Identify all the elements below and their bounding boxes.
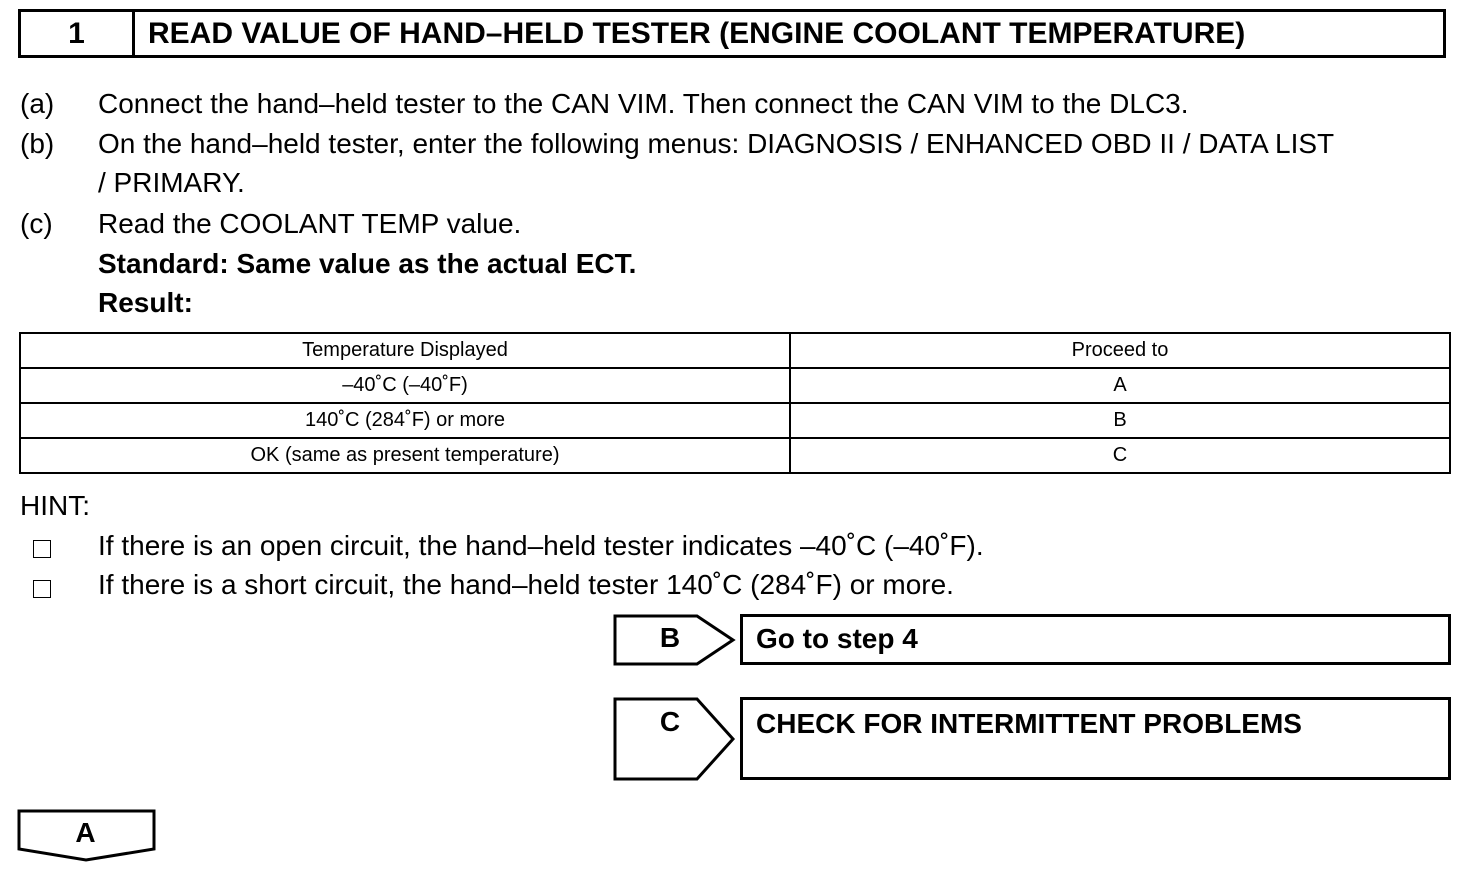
table-cell: –40˚C (–40˚F) (20, 368, 790, 403)
step-a-label: (a) (20, 88, 55, 119)
table-header-row (20, 333, 1450, 368)
step-title: READ VALUE OF HAND–HELD TESTER (ENGINE COOLANT TEMPERATURE) (148, 16, 1246, 50)
outcome-b-code: B (659, 622, 681, 653)
table-cell: OK (same as present temperature) (20, 438, 790, 473)
step-b-continuation: / PRIMARY. (98, 167, 245, 198)
standard-text: Standard: Same value as the actual ECT. (98, 248, 637, 279)
outcome-c-code: C (659, 706, 681, 737)
table-cell: C (790, 438, 1450, 473)
step-header (18, 9, 1446, 58)
checkbox-bullet-icon (33, 540, 51, 558)
hint-item: If there is a short circuit, the hand–held tester 140˚C (284˚F) or more. (98, 569, 954, 600)
table-cell: B (790, 403, 1450, 438)
table-cell: 140˚C (284˚F) or more (20, 403, 790, 438)
table-row (20, 368, 1450, 403)
hint-item: If there is an open circuit, the hand–held tester indicates –40˚C (–40˚F). (98, 530, 984, 561)
table-cell: A (790, 368, 1450, 403)
outcome-a-code: A (75, 817, 96, 848)
result-label: Result: (98, 287, 193, 318)
checkbox-bullet-icon (33, 580, 51, 598)
table-header-cell: Proceed to (790, 333, 1450, 368)
step-b-text: On the hand–held tester, enter the following menus: DIAGNOSIS / ENHANCED OBD II / DATA LIST (98, 128, 1335, 159)
step-number: 1 (21, 12, 135, 55)
step-a-text: Connect the hand–held tester to the CAN VIM. Then connect the CAN VIM to the DLC3. (98, 88, 1189, 119)
table-header-cell: Temperature Displayed (20, 333, 790, 368)
step-b-label: (b) (20, 128, 55, 159)
step-c-label: (c) (20, 208, 53, 239)
step-c-text: Read the COOLANT TEMP value. (98, 208, 522, 239)
outcome-c-action: CHECK FOR INTERMITTENT PROBLEMS (740, 697, 1451, 780)
result-table (19, 332, 1451, 474)
table-row (20, 403, 1450, 438)
table-row (20, 438, 1450, 473)
outcome-b-action: Go to step 4 (740, 614, 1451, 665)
hint-label: HINT: (20, 490, 90, 521)
